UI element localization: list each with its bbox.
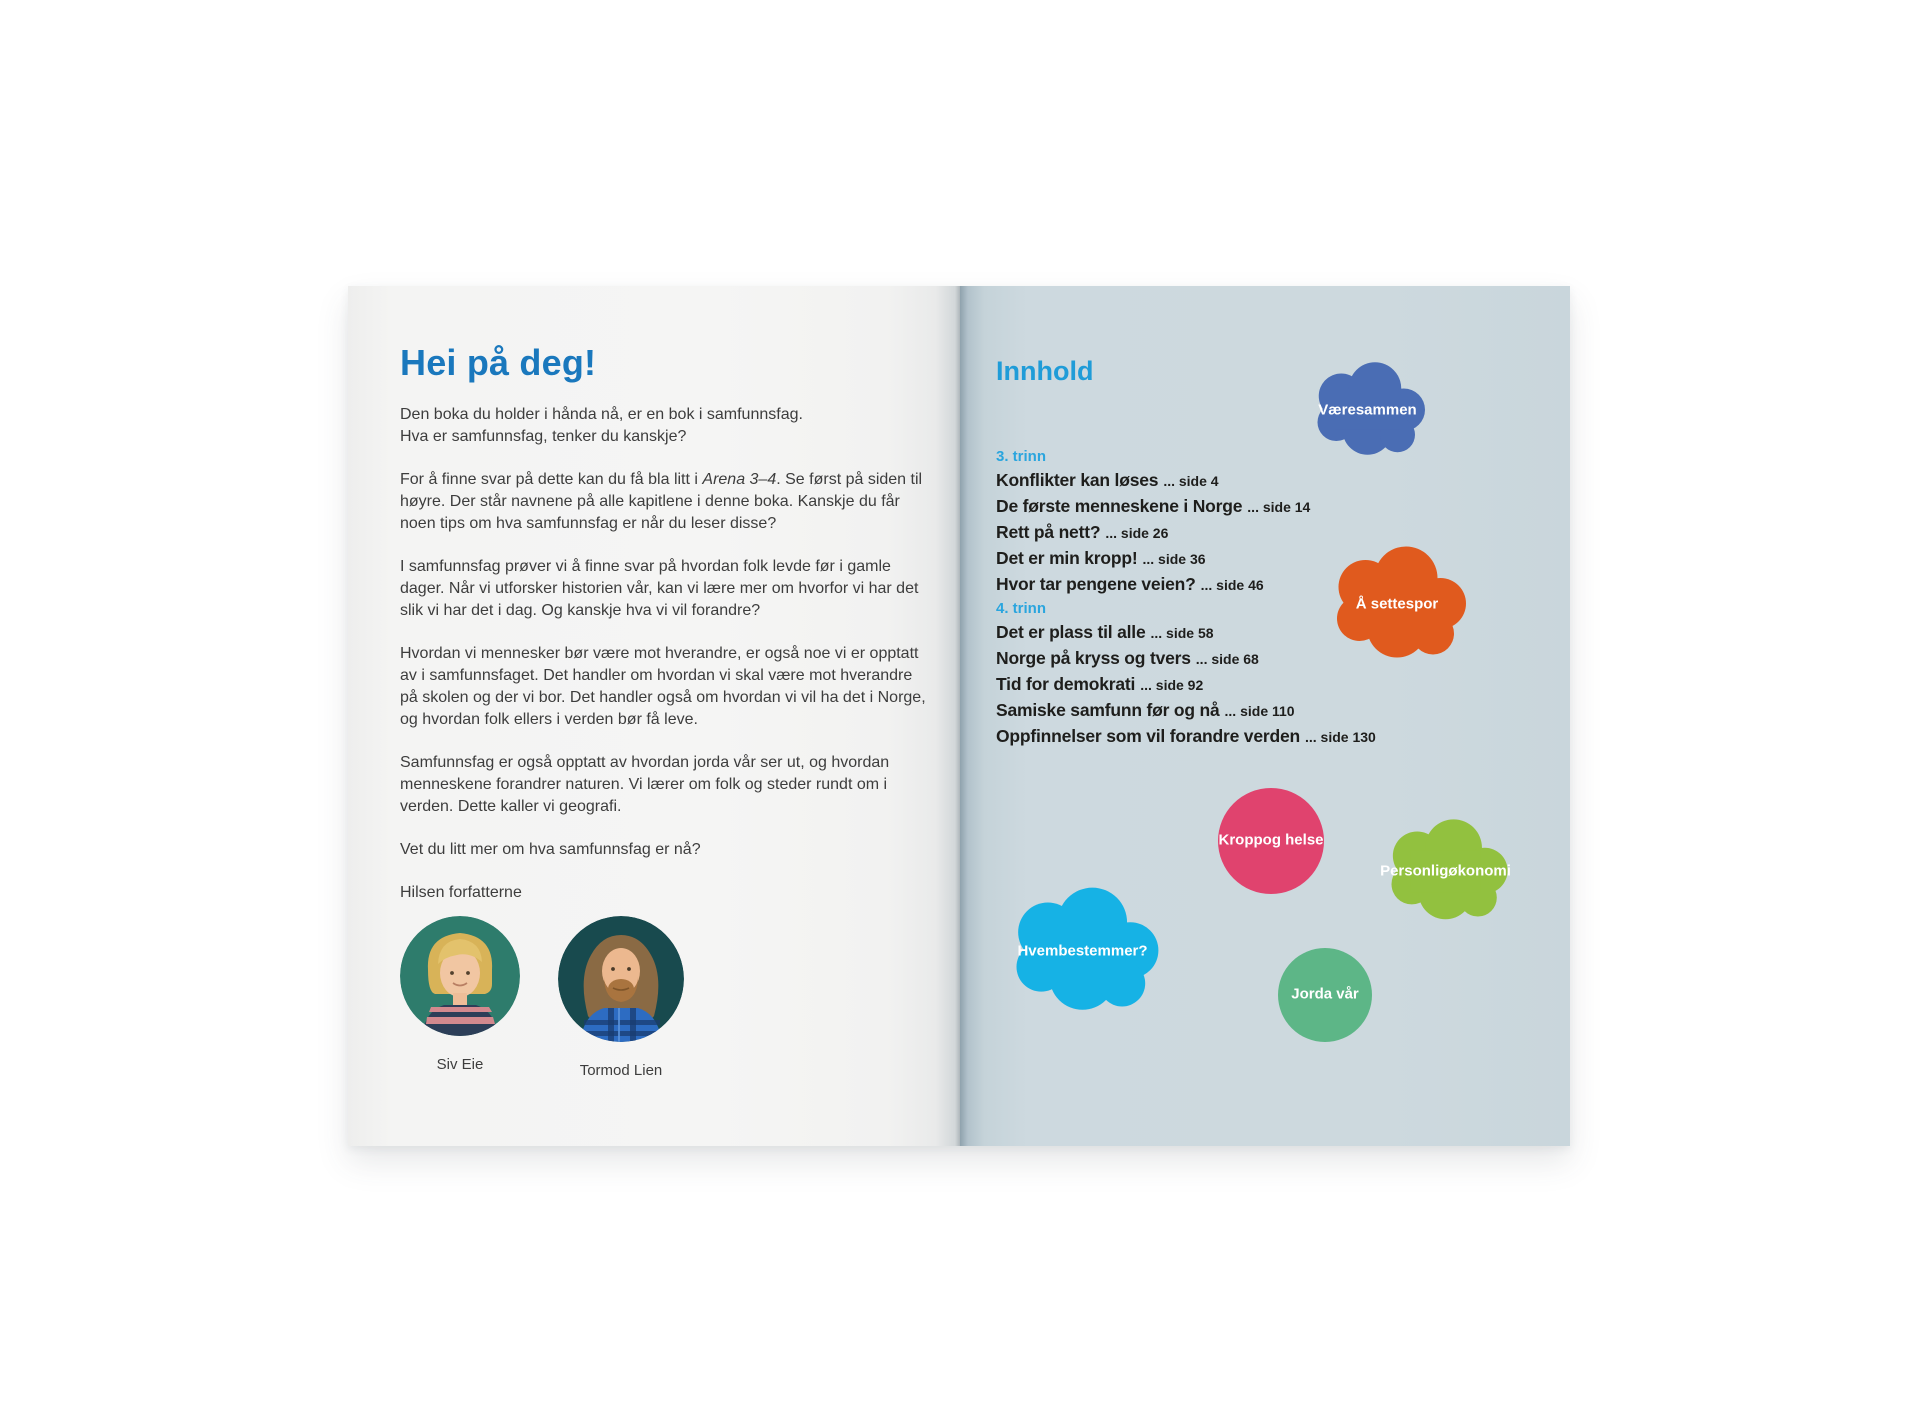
author-photo-siv-eie bbox=[400, 916, 520, 1036]
left-page-content bbox=[400, 342, 948, 1079]
toc-chapter-row bbox=[996, 470, 1466, 491]
cloud-label-line: økonomi bbox=[1448, 862, 1511, 880]
circle-jorda-vaar bbox=[1278, 948, 1372, 1042]
toc-chapter-row bbox=[996, 496, 1466, 517]
right-page bbox=[960, 286, 1570, 1146]
cloud-label-line: Kropp bbox=[1218, 831, 1263, 849]
cloud-vaere-sammen bbox=[1305, 356, 1430, 466]
chapter-page-ref: ... side 58 bbox=[1150, 625, 1214, 641]
author-name: Tormod Lien bbox=[579, 1062, 663, 1079]
chapter-page-ref: ... side 110 bbox=[1224, 703, 1295, 719]
chapter-page-ref: ... side 14 bbox=[1247, 499, 1311, 515]
book-series-name: Arena 3–4 bbox=[702, 471, 777, 488]
paragraph-3: I samfunnsfag prøver vi å finne svar på hvordan folk levde før i gamle dager. Når vi utforsker historien vår, kan vi lære mer om hvorfor vi har det slik vi har det i dag. Og kanskje hva vi vil forandre? bbox=[400, 558, 919, 619]
chapter-page-ref: ... side 92 bbox=[1140, 677, 1204, 693]
chapter-page-ref: ... side 4 bbox=[1163, 473, 1219, 489]
cloud-label-line: bestemmer? bbox=[1058, 942, 1148, 960]
chapter-title: Konflikter kan løses bbox=[996, 470, 1159, 490]
authors-row bbox=[400, 916, 948, 1079]
chapter-title: Det er plass til alle bbox=[996, 622, 1146, 642]
grade-label: 4. trinn bbox=[996, 600, 1047, 617]
chapter-title: Hvor tar pengene veien? bbox=[996, 574, 1196, 594]
cloud-label-line: spor bbox=[1405, 595, 1439, 613]
paragraph-2-text-after: . Se først på siden til høyre. Der står navnene på alle kapitlene i denne boka. Kanskje du får noen tips om hva samfunnsfag er når du leser disse? bbox=[400, 471, 923, 532]
chapter-page-ref: ... side 46 bbox=[1200, 577, 1264, 593]
chapter-title: De første menneskene i Norge bbox=[996, 496, 1243, 516]
toc-chapter-row bbox=[996, 700, 1466, 721]
cloud-label bbox=[1017, 941, 1147, 961]
chapter-title: Rett på nett? bbox=[996, 522, 1101, 542]
chapter-title: Norge på kryss og tvers bbox=[996, 648, 1191, 668]
chapter-title: Det er min kropp! bbox=[996, 548, 1138, 568]
cloud-label bbox=[1380, 861, 1511, 881]
intro-paragraph bbox=[400, 404, 930, 448]
cloud-label-line: og helse bbox=[1262, 831, 1324, 849]
paragraph-5: Samfunnsfag er også opptatt av hvordan jorda vår ser ut, og hvordan menneskene forandrer naturen. Vi lærer om folk og steder rundt om i verden. Dette kaller vi geografi. bbox=[400, 754, 890, 815]
cloud-label-line: Å sette bbox=[1355, 595, 1406, 613]
chapter-title: Oppfinnelser som vil forandre verden bbox=[996, 726, 1300, 746]
cloud-label-line: Jorda vår bbox=[1291, 985, 1359, 1003]
page-title: Hei på deg! bbox=[400, 342, 597, 383]
cloud-label-line: Hvem bbox=[1017, 942, 1059, 960]
toc-chapter-row bbox=[996, 726, 1466, 747]
cloud-label bbox=[1318, 400, 1416, 420]
grade-label: 3. trinn bbox=[996, 448, 1047, 465]
toc-title: Innhold bbox=[996, 356, 1094, 386]
chapter-title: Samiske samfunn før og nå bbox=[996, 700, 1220, 720]
chapter-page-ref: ... side 130 bbox=[1305, 729, 1376, 745]
cloud-label-line: sammen bbox=[1355, 401, 1417, 419]
closing-question: Vet du litt mer om hva samfunnsfag er nå? bbox=[400, 841, 701, 858]
paragraph-2-text: For å finne svar på dette kan du få bla litt i bbox=[400, 471, 703, 488]
left-page-body bbox=[400, 404, 930, 904]
chapter-page-ref: ... side 26 bbox=[1105, 525, 1169, 541]
toc-chapter-row bbox=[996, 522, 1466, 543]
cloud-label bbox=[1356, 594, 1439, 614]
author-tormod-lien bbox=[558, 916, 684, 1079]
book-spread bbox=[348, 286, 1570, 1146]
author-name: Siv Eie bbox=[436, 1056, 484, 1073]
signoff: Hilsen forfatterne bbox=[400, 884, 522, 901]
intro-line-2: Hva er samfunnsfag, tenker du kanskje? bbox=[400, 428, 687, 445]
cloud-hvem-bestemmer bbox=[1000, 886, 1165, 1018]
author-photo-tormod-lien bbox=[558, 916, 684, 1042]
toc-chapter-row bbox=[996, 674, 1466, 695]
chapter-page-ref: ... side 36 bbox=[1142, 551, 1206, 567]
cloud-aa-sette-spor bbox=[1322, 544, 1472, 666]
cloud-label-line: Være bbox=[1318, 401, 1356, 419]
author-siv-eie bbox=[400, 916, 520, 1079]
cloud-personlig-okonomi bbox=[1378, 816, 1513, 928]
left-page bbox=[348, 286, 960, 1146]
chapter-page-ref: ... side 68 bbox=[1195, 651, 1259, 667]
paragraph-4: Hvordan vi mennesker bør være mot hverandre, er også noe vi er opptatt av i samfunnsfaget. Det handler om hvordan vi skal være mot hverandre på skolen og der vi bor. Det handler også om hvordan vi vil ha det i Norge, og hvordan folk ellers i verden bør få leve. bbox=[400, 645, 926, 728]
chapter-title: Tid for demokrati bbox=[996, 674, 1136, 694]
circle-kropp-og-helse bbox=[1218, 788, 1324, 894]
paragraph-2 bbox=[400, 469, 930, 535]
intro-line-1: Den boka du holder i hånda nå, er en bok i samfunnsfag. bbox=[400, 406, 803, 423]
cloud-label bbox=[1218, 830, 1323, 850]
cloud-label bbox=[1291, 984, 1359, 1004]
cloud-label-line: Personlig bbox=[1380, 862, 1449, 880]
